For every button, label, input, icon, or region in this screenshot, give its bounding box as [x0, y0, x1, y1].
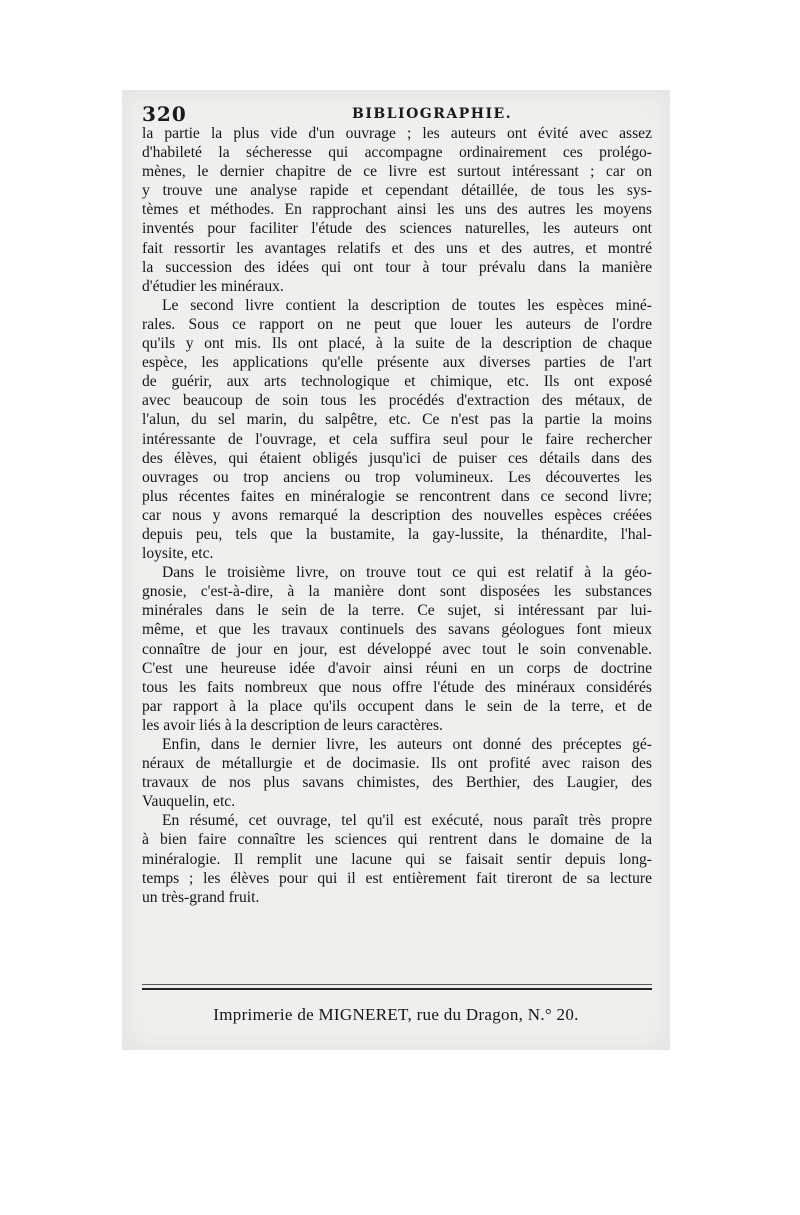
- text-line: les avoir liés à la description de leurs caractères.: [142, 716, 443, 734]
- text-line: de guérir, aux arts technologique et chimique, etc. Ils ont exposé: [142, 373, 652, 391]
- text-line: d'habileté la sécheresse qui accompagne ordinairement ces prolégo-: [142, 144, 652, 162]
- text-line: un très-grand fruit.: [142, 888, 260, 906]
- text-line: y trouve une analyse rapide et cependant détaillée, de tous les sys-: [142, 182, 652, 200]
- text-line: Dans le troisième livre, on trouve tout ce qui est relatif à la géo-: [162, 564, 652, 582]
- text-line: rales. Sous ce rapport on ne peut que louer les auteurs de l'ordre: [142, 315, 652, 333]
- text-line: mènes, le dernier chapitre de ce livre est surtout intéressant ; car on: [142, 163, 652, 181]
- text-line: fait ressortir les avantages relatifs et des uns et des autres, et montré: [142, 239, 652, 257]
- text-line: la succession des idées qui ont tour à tour prévalu dans la manière: [142, 258, 652, 276]
- text-line: Le second livre contient la description de toutes les espèces miné-: [162, 296, 652, 314]
- text-line: par rapport à la place qu'ils occupent dans le sein de la terre, et de: [142, 697, 652, 715]
- text-line: néraux de métallurgie et de docimasie. Ils ont profité avec raison des: [142, 755, 652, 773]
- text-line: connaître de jour en jour, est développé avec tout le soin convenable.: [142, 640, 652, 658]
- text-line: la partie la plus vide d'un ouvrage ; les auteurs ont évité avec assez: [142, 125, 652, 142]
- body-text: [142, 124, 652, 907]
- text-line: minéralogie. Il remplit une lacune qui se faisait sentir depuis long-: [142, 850, 652, 868]
- text-line: inventés pour faciliter l'étude des sciences naturelles, les auteurs ont: [142, 220, 652, 238]
- text-line: à bien faire connaître les sciences qui rentrent dans le domaine de la: [142, 831, 652, 849]
- end-rule: [142, 984, 652, 985]
- text-line: espèce, les applications qu'elle présente aux diverses parties de l'art: [142, 354, 652, 372]
- text-line: avec beaucoup de soin tous les procédés d'extraction des métaux, de: [142, 392, 652, 410]
- text-line: tèmes et méthodes. En rapprochant ainsi les uns des autres les moyens: [142, 201, 652, 219]
- text-line: Enfin, dans le dernier livre, les auteurs ont donné des préceptes gé-: [162, 736, 652, 753]
- text-line: C'est une heureuse idée d'avoir ainsi réuni en un corps de doctrine: [142, 659, 652, 677]
- text-line: car nous y avons remarqué la description des nouvelles espèces créées: [142, 506, 652, 524]
- text-line: loysite, etc.: [142, 545, 214, 563]
- page-number: 320: [142, 102, 187, 126]
- text-line: ouvrages ou trop anciens ou trop volumineux. Les découvertes les: [142, 468, 652, 486]
- text-line: travaux de nos plus savans chimistes, des Berthier, des Laugier, des: [142, 774, 652, 792]
- text-line: qu'ils y ont mis. Ils ont placé, à la suite de la description de chaque: [142, 335, 652, 353]
- text-line: intéressante de l'ouvrage, et cela suffira seul pour le faire rechercher: [142, 430, 652, 448]
- text-line: des élèves, qui étaient obligés jusqu'ici de puiser ces détails dans des: [142, 449, 652, 467]
- text-line: tous les faits nombreux que nous offre l'étude des minéraux considérés: [142, 678, 652, 696]
- text-line: l'alun, du sel marin, du salpêtre, etc. Ce n'est pas la partie la moins: [142, 411, 652, 429]
- text-line: même, et que les travaux continuels des savans géologues font mieux: [142, 621, 652, 639]
- text-line: d'étudier les minéraux.: [142, 277, 284, 295]
- imprint-line: Imprimerie de MIGNERET, rue du Dragon, N.° 20.: [213, 1005, 579, 1024]
- text-line: depuis peu, tels que la bustamite, la gay-lussite, la thénardite, l'hal-: [142, 525, 652, 543]
- running-head: BIBLIOGRAPHIE.: [352, 106, 513, 122]
- text-line: temps ; les élèves pour qui il est entièrement fait tireront de sa lecture: [142, 869, 652, 887]
- text-line: Vauquelin, etc.: [142, 793, 236, 811]
- document-page: [122, 90, 670, 1050]
- text-line: En résumé, cet ouvrage, tel qu'il est exécuté, nous paraît très propre: [162, 812, 652, 830]
- end-rule-thick: [142, 988, 652, 990]
- text-line: plus récentes faites en minéralogie se rencontrent dans ce second livre;: [142, 487, 652, 505]
- text-line: minérales dans le sein de la terre. Ce sujet, si intéressant par lui-: [142, 602, 652, 620]
- text-line: gnosie, c'est-à-dire, à la manière dont sont disposées les substances: [142, 583, 652, 601]
